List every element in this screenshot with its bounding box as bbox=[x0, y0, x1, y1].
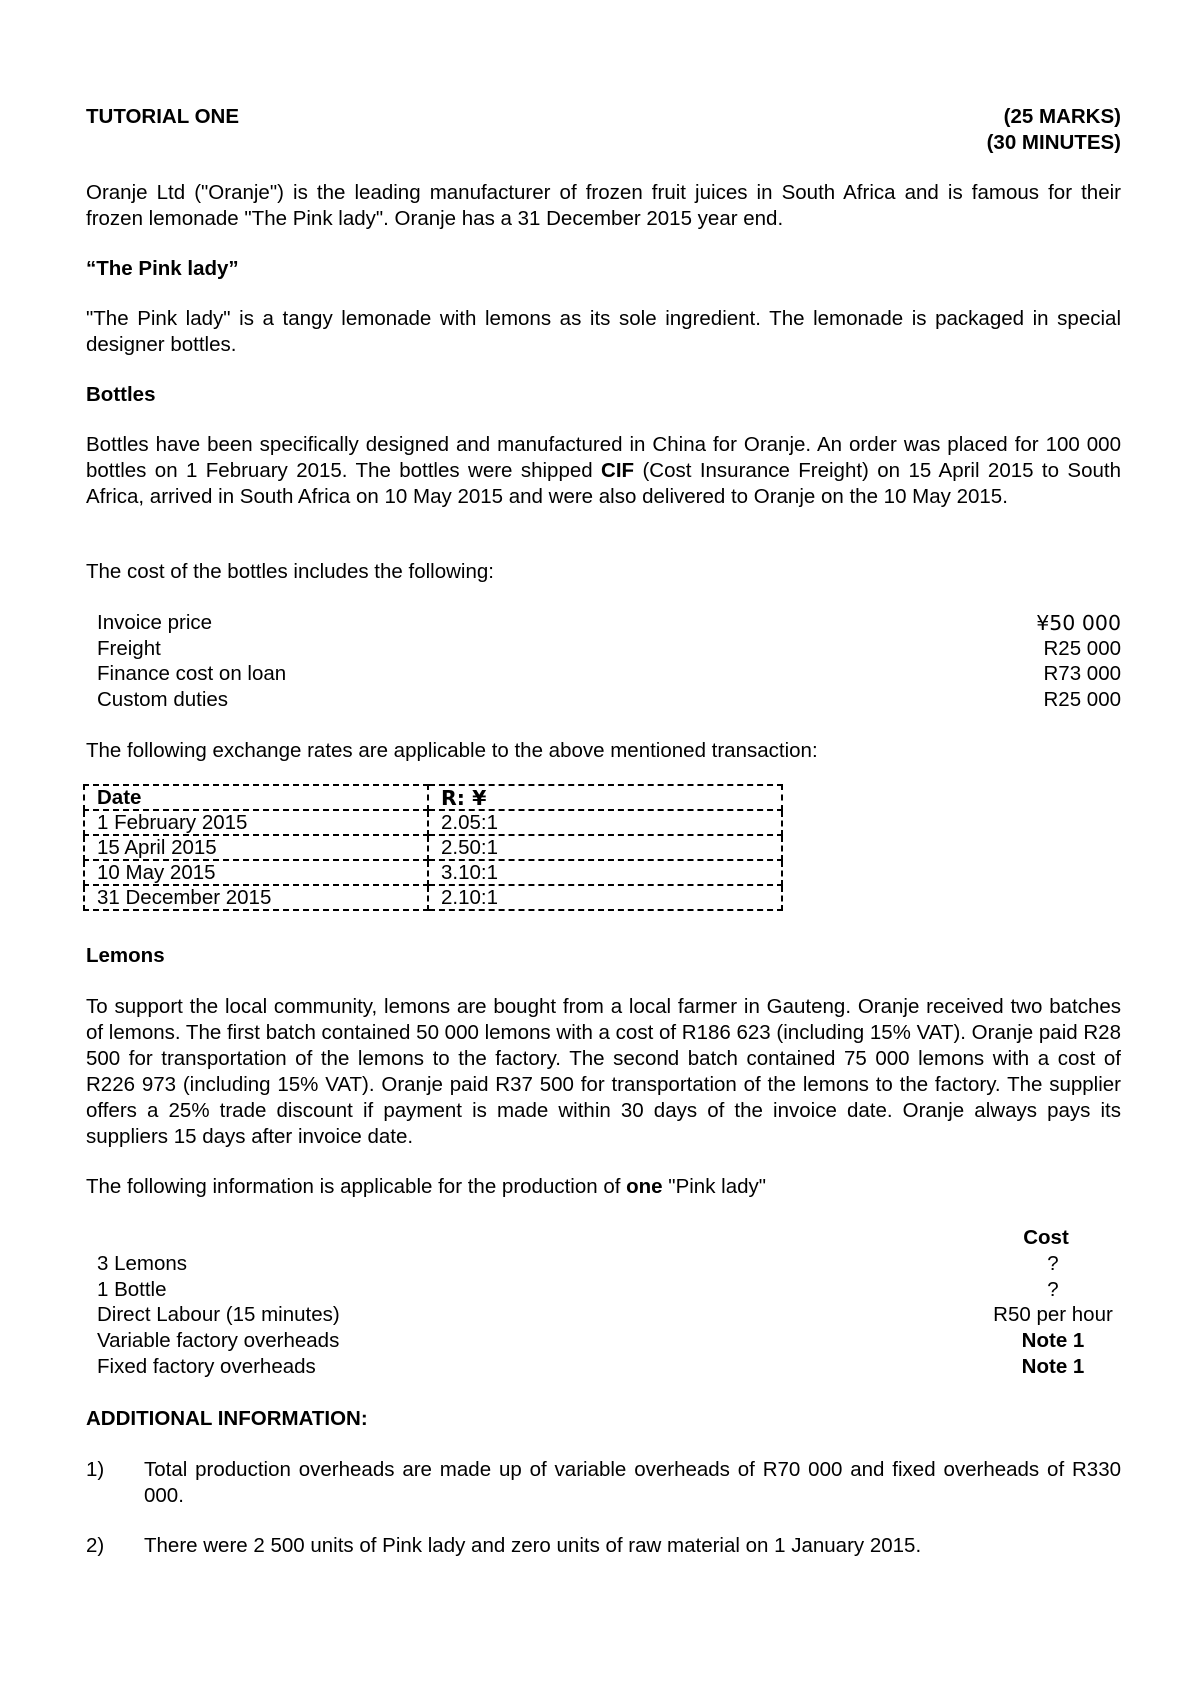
rate-value: 2.10:1 bbox=[428, 885, 782, 910]
bottles-heading: Bottles bbox=[86, 383, 156, 406]
table-row bbox=[84, 835, 782, 860]
cost-label-customs: Custom duties bbox=[97, 688, 229, 711]
production-item-label: Variable factory overheads bbox=[97, 1329, 340, 1352]
minutes-label: (30 MINUTES) bbox=[986, 131, 1121, 154]
rate-value: 2.05:1 bbox=[428, 810, 782, 835]
production-item-value: ? bbox=[1047, 1252, 1059, 1275]
cif-term: CIF bbox=[601, 459, 635, 482]
rate-date: 1 February 2015 bbox=[84, 810, 428, 835]
table-row bbox=[84, 860, 782, 885]
production-item-label: Direct Labour (15 minutes) bbox=[97, 1303, 340, 1326]
lemons-heading: Lemons bbox=[86, 944, 165, 967]
production-item-value: Note 1 bbox=[1021, 1329, 1085, 1352]
rate-value: 3.10:1 bbox=[428, 860, 782, 885]
table-header-row bbox=[84, 785, 782, 810]
intro-paragraph: Oranje Ltd ("Oranje") is the leading manufacturer of frozen fruit juices in South Africa and is famous for their frozen lemonade "The Pink lady". Oranje has a 31 December 2015 year end. bbox=[86, 181, 1121, 230]
cost-label-invoice: Invoice price bbox=[97, 611, 213, 634]
cost-column-header: Cost bbox=[1023, 1226, 1069, 1249]
rate-date: 31 December 2015 bbox=[84, 885, 428, 910]
cost-label-freight: Freight bbox=[97, 637, 161, 660]
exchange-rates-table bbox=[83, 784, 783, 911]
cost-value-invoice: ¥50 000 bbox=[1036, 611, 1121, 635]
tutorial-title: TUTORIAL ONE bbox=[86, 105, 239, 128]
bottles-text-after: (Cost Insurance Freight) on 15 April 2015 to South Africa, arrived in South Africa on 10 May 2015 and were also delivered to Oranje on the 10 May 2015. bbox=[86, 459, 1121, 508]
bottle-cost-intro: The cost of the bottles includes the following: bbox=[86, 560, 494, 583]
production-item-label: 3 Lemons bbox=[97, 1252, 188, 1275]
pink-lady-paragraph: "The Pink lady" is a tangy lemonade with lemons as its sole ingredient. The lemonade is packaged in special designer bottles. bbox=[86, 307, 1121, 356]
header-rate: R: ¥ bbox=[428, 785, 782, 810]
additional-item-number: 2) bbox=[86, 1534, 105, 1557]
production-item-label: Fixed factory overheads bbox=[97, 1355, 316, 1378]
bottles-paragraph bbox=[86, 432, 1121, 510]
additional-info-heading: ADDITIONAL INFORMATION: bbox=[86, 1407, 368, 1430]
cost-value-customs: R25 000 bbox=[1043, 688, 1121, 711]
production-item-value: Note 1 bbox=[1021, 1355, 1085, 1378]
cost-value-finance: R73 000 bbox=[1043, 662, 1121, 685]
additional-item-number: 1) bbox=[86, 1458, 105, 1481]
production-item-value: ? bbox=[1047, 1278, 1059, 1301]
header-date: Date bbox=[84, 785, 428, 810]
pink-lady-heading: “The Pink lady” bbox=[86, 257, 239, 280]
table-row bbox=[84, 885, 782, 910]
production-item-value: R50 per hour bbox=[993, 1303, 1113, 1326]
rate-date: 15 April 2015 bbox=[84, 835, 428, 860]
cost-value-freight: R25 000 bbox=[1043, 637, 1121, 660]
bottles-text-before: Bottles have been specifically designed and manufactured in China for Oranje. An order was placed for 100 000 bottles on 1 February 2015. The bottles were shipped bbox=[86, 433, 1121, 482]
marks-label: (25 MARKS) bbox=[1003, 105, 1121, 128]
production-item-label: 1 Bottle bbox=[97, 1278, 167, 1301]
lemons-paragraph: To support the local community, lemons are bought from a local farmer in Gauteng. Oranje received two batches of lemons. The first batch contained 50 000 lemons with a cost of R186 623 (including 15% VAT). Oranje paid R28 500 for transportation of the lemons to the factory. The second batch contained 75 000 lemons with a cost of R226 973 (including 15% VAT). Oranje paid R37 500 for transportation of the lemons to the factory. The supplier offers a 25% trade discount if payment is made within 30 days of the invoice date. Oranje always pays its suppliers 15 days after invoice date. bbox=[86, 995, 1121, 1148]
production-intro-bold: one bbox=[626, 1175, 663, 1198]
cost-label-finance: Finance cost on loan bbox=[97, 662, 287, 685]
rate-date: 10 May 2015 bbox=[84, 860, 428, 885]
production-intro-before: The following information is applicable for the production of bbox=[86, 1175, 627, 1198]
additional-item-text: Total production overheads are made up of variable overheads of R70 000 and fixed overheads of R330 000. bbox=[144, 1458, 1121, 1507]
rate-value: 2.50:1 bbox=[428, 835, 782, 860]
production-intro-after: "Pink lady" bbox=[662, 1175, 767, 1198]
table-row bbox=[84, 810, 782, 835]
additional-item-text: There were 2 500 units of Pink lady and zero units of raw material on 1 January 2015. bbox=[144, 1534, 922, 1557]
rates-intro: The following exchange rates are applicable to the above mentioned transaction: bbox=[86, 739, 818, 762]
production-intro bbox=[86, 1174, 766, 1200]
